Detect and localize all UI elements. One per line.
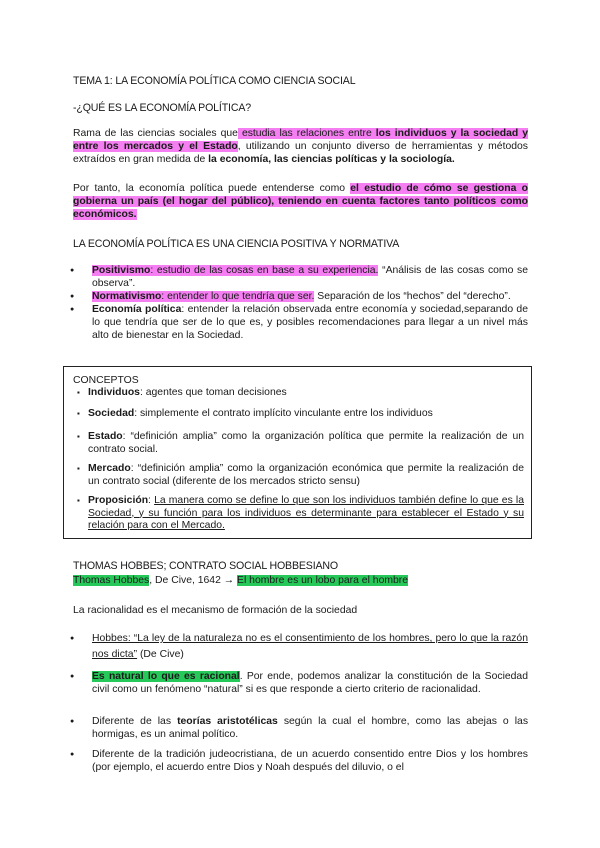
list-item-aristotelicas: ● Diferente de las teorías aristotélicas según la cual el hombre, como las abejas o las hormigas, es un animal político. xyxy=(56,715,528,741)
concept-proposicion: ▪ Proposición: La manera como se define lo que son los individuos también define lo que es la Sociedad, y su función para los individuos es determinante para establecer el Estado y su relación para con el Mercado. xyxy=(74,495,524,533)
concept-sociedad: ▪ Sociedad: simplemente el contrato implícito vinculante entre los individuos xyxy=(74,408,524,421)
question-heading: -¿QUÉ ES LA ECONOMÍA POLÍTICA? xyxy=(73,102,251,114)
section-heading-positiva: LA ECONOMÍA POLÍTICA ES UNA CIENCIA POSITIVA Y NORMATIVA xyxy=(73,238,400,250)
doc-heading: TEMA 1: LA ECONOMÍA POLÍTICA COMO CIENCIA SOCIAL xyxy=(73,75,356,87)
p1-highlight-b: estudia las relaciones entre xyxy=(237,128,376,139)
list-item-normativismo: ● Normativismo: entender lo que tendría que ser. Separación de los “hechos” del “derecho”. xyxy=(56,290,528,303)
hobbes-author: Thomas Hobbes xyxy=(73,575,150,586)
conceptos-box xyxy=(63,366,532,539)
list-item-natural-racional: ● Es natural lo que es racional. Por ende, podemos analizar la constitución de la Sociedad civil como un fenómeno “natural” si es que responde a cierto criterio de racionalidad. xyxy=(56,670,528,696)
p1-bold-e: la economía, las ciencias políticas y la sociología. xyxy=(208,154,455,165)
p1-text-a: Rama de las ciencias sociales que xyxy=(73,128,238,139)
concept-estado: ▪ Estado: “definición amplia” como la organización política que permite la realización de un contrato social. xyxy=(74,431,524,456)
p1-text-d: , utilizando un conjunto diverso de herramientas y métodos extraídos en gran medida de xyxy=(73,141,528,165)
second-paragraph xyxy=(73,182,528,221)
p2-highlight-b: el estudio de cómo se gestiona o gobierna un país (el hogar del público), teniendo en cuenta factores tanto políticos como económicos. xyxy=(73,183,528,220)
racionalidad-line: La racionalidad es el mecanismo de formación de la sociedad xyxy=(73,605,358,616)
positive-normative-list xyxy=(73,264,528,342)
concept-mercado: ▪ Mercado: “definición amplia” como la organización económica que permite la realización de un contrato social (diferente de los mercados stricto sensu) xyxy=(74,463,524,488)
list-item-hobbes-quote: ● Hobbes: “La ley de la naturaleza no es el consentimiento de los hombres, pero lo que la razón nos dicta” (De Cive) xyxy=(56,631,528,663)
hobbes-list xyxy=(73,631,528,663)
concept-individuos: ▪ Individuos: agentes que toman decisiones xyxy=(74,387,524,400)
conceptos-label: CONCEPTOS xyxy=(73,375,139,386)
list-item-economia-politica: ● Economía política: entender la relación observada entre economía y sociedad,separando de lo que tendría que ser de lo que es, y posibles recomendaciones para llegar a un nivel más alto de bienestar en la Sociedad. xyxy=(56,303,528,342)
p2-text-a: Por tanto, la economía política puede entenderse como xyxy=(73,183,351,194)
list-item-positivismo: ● Positivismo: estudio de las cosas en base a su experiencia. “Análisis de las cosas como se observa”. xyxy=(56,264,528,290)
definition-paragraph xyxy=(73,127,528,166)
hobbes-quote: El hombre es un lobo para el hombre xyxy=(237,575,409,586)
hobbes-source: , De Cive, 1642 → xyxy=(149,575,238,586)
section-heading-hobbes: THOMAS HOBBES; CONTRATO SOCIAL HOBBESIANO xyxy=(73,560,339,572)
hobbes-citation xyxy=(73,574,528,587)
p1-highlight-c: los individuos y la sociedad y entre los mercados y el Estado xyxy=(73,128,528,152)
list-item-judeocristiana: ● Diferente de la tradición judeocristiana, de un acuerdo consentido entre Dios y los hombres (por ejemplo, el acuerdo entre Dios y Noah después del diluvio, o el xyxy=(56,748,528,774)
conceptos-list xyxy=(74,387,524,400)
